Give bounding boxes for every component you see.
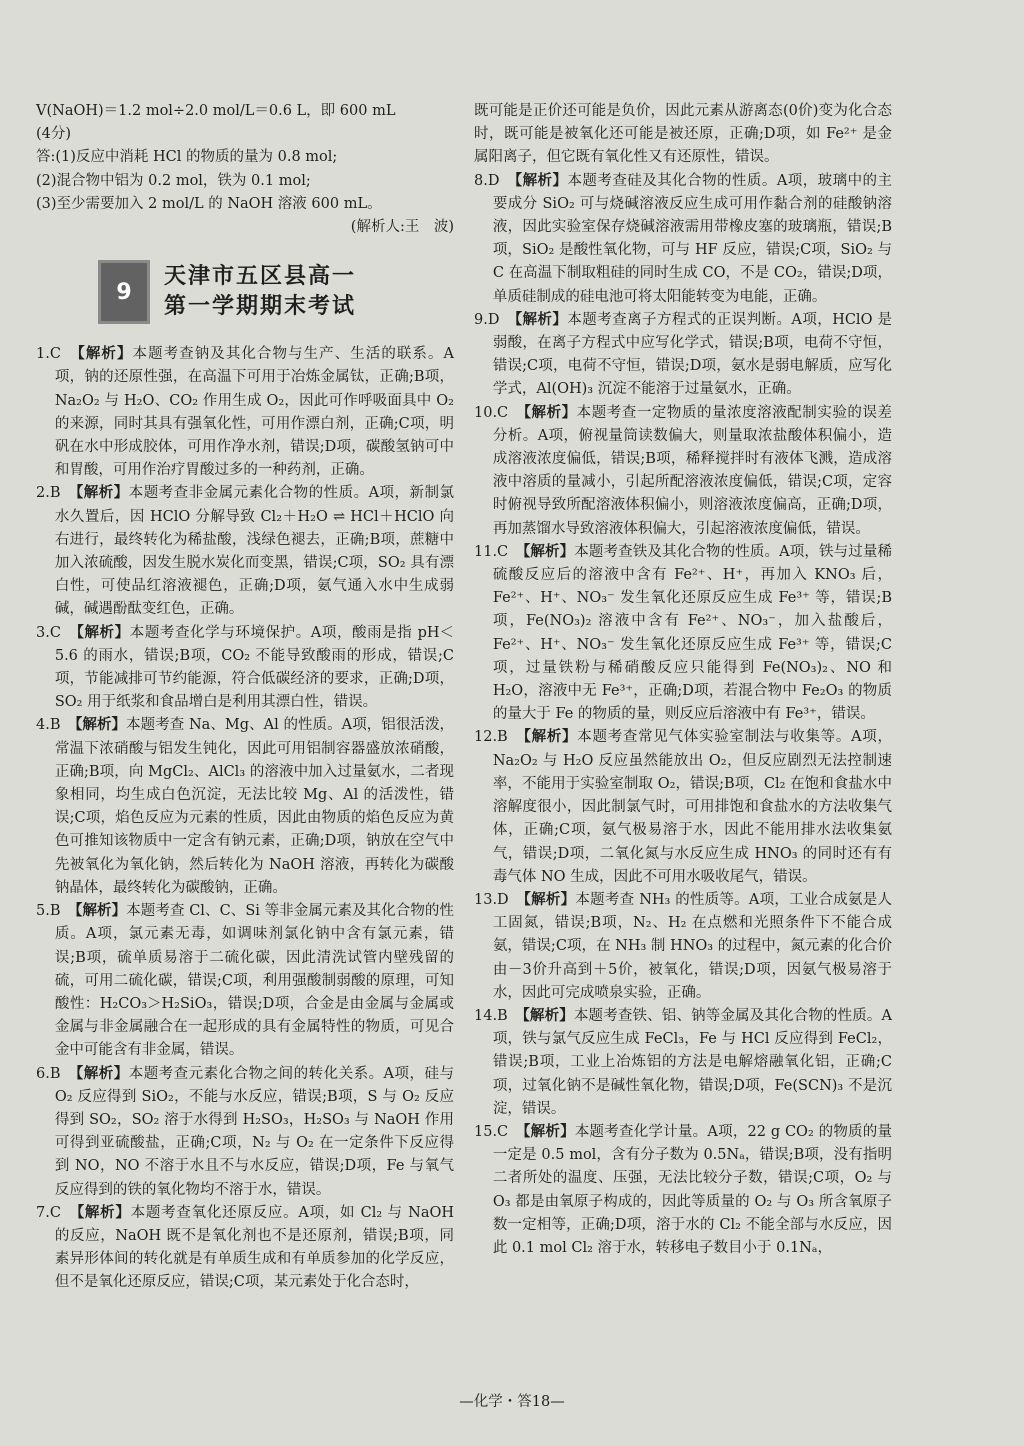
- item-number: 13.D: [474, 891, 509, 908]
- section-title-line-2: 第一学期期末考试: [164, 294, 357, 320]
- item-number: 4.B: [36, 717, 61, 734]
- calc-line-2: (4分): [36, 126, 72, 143]
- item-number: 8.D: [474, 172, 500, 189]
- item-number: 9.D: [474, 311, 500, 328]
- item-text: 本题考查 Na、Mg、Al 的性质。A项，铝很活泼，常温下浓硝酸与铝发生钝化，因此可用铝制容器盛放浓硝酸，正确;B项，向 MgCl₂、AlCl₃ 的溶液中加入过量氨水，二者现象相同，均生成白色沉淀，无法比较 Mg、Al 的活泼性，错误;C项，焰色反应为元素的性质，因此由物质的焰色反应为黄色可推知该物质中一定含有钠元素，正确;D项，钠放在空气中先被氧化为氧化钠，然后转化为 NaOH 溶液，再转化为碳酸钠晶体，最终转化为碳酸钠，正确。: [54, 717, 455, 896]
- item-tag: 【解析】: [77, 346, 133, 363]
- item-text: 本题考查 NH₃ 的性质等。A项，工业合成氨是人工固氮，错误;B项，N₂、H₂ 在点燃和光照条件下不能合成氨，错误;C项，在 NH₃ 制 HNO₃ 的过程中，氮元素的化合价由－3价升高到＋5价，被氧化，错误;D项，因氨气极易溶于水，因此可完成喷泉实验，正确。: [492, 891, 893, 1001]
- item-text: 本题考查元素化合物之间的转化关系。A项，硅与 O₂ 反应得到 SiO₂，不能与水反应，错误;B项，S 与 O₂ 反应得到 SO₂，SO₂ 溶于水得到 H₂SO₃，H₂SO₃ 与 NaOH 作用可得到亚硫酸盐，正确;C项，N₂ 与 O₂ 在一定条件下反应得到 NO，NO 不溶于水且不与水反应，错误;D项，Fe 与氧气反应得到的铁的氧化物均不溶于水，错误。: [54, 1065, 454, 1198]
- section-number-badge: 9: [98, 260, 150, 324]
- item-tag: 【解析】: [514, 172, 568, 189]
- answer-item-15: [474, 1121, 892, 1260]
- answer-item-12: [474, 726, 892, 888]
- item-number: 5.B: [36, 903, 61, 920]
- signature: (解析人:王 波): [350, 219, 454, 236]
- item-text: 本题考查一定物质的量浓度溶液配制实验的误差分析。A项，俯视量筒读数偏大，则量取浓盐酸体积偏小，造成溶液浓度偏低，错误;B项，稀释搅拌时有液体飞溅，造成溶液中溶质的量减小，引起所配溶液浓度偏低，错误;C项，定容时俯视导致所配溶液体积偏小，则溶液浓度偏高，正确;D项，再加蒸馏水导致溶液体积偏大，引起溶液浓度偏低，错误。: [492, 404, 893, 537]
- item-number: 3.C: [36, 624, 61, 641]
- answer-line-1: 答:(1)反应中消耗 HCl 的物质的量为 0.8 mol;: [36, 149, 338, 166]
- item-number: 15.C: [474, 1123, 509, 1140]
- answer-line-2: (2)混合物中铝为 0.2 mol，铁为 0.1 mol;: [36, 172, 311, 189]
- calc-line-1: V(NaOH)＝1.2 mol÷2.0 mol/L＝0.6 L，即 600 mL: [36, 103, 396, 119]
- item-number: 10.C: [474, 404, 509, 421]
- item-tag: 【解析】: [523, 1123, 575, 1140]
- section-title-line-1: 天津市五区县高一: [164, 264, 357, 290]
- item-tag: 【解析】: [75, 903, 127, 920]
- item-text: 本题考查常见气体实验室制法与收集等。A项，Na₂O₂ 与 H₂O 反应虽然能放出 O₂，但反应剧烈无法控制速率，不能用于实验室制取 O₂，错误;B项，Cl₂ 在饱和食盐水中溶解度很小，因此制氯气时，可用排饱和食盐水的方法收集气体，正确;C项，氨气极易溶于水，因此不能用排水法收集氨气，错误;D项，二氧化氮与水反应生成 HNO₃ 的同时还有有毒气体 NO 生成，因此不可用水吸收尾气，错误。: [492, 729, 893, 885]
- item-tag: 【解析】: [514, 311, 568, 328]
- item-text: 本题考查 Cl、C、Si 等非金属元素及其化合物的性质。A项，氯元素无毒，如调味剂氯化钠中含有氯元素，错误;B项，硫单质易溶于二硫化碳，因此清洗试管内壁残留的硫，可用二硫化碳，错误;C项，利用强酸制弱酸的原理，可知酸性：H₂CO₃＞H₂SiO₃，错误;D项，合金是由金属与金属或金属与非金属融合在一起形成的具有金属特性的物质，可见合金中可能含有非金属，错误。: [54, 903, 455, 1059]
- answer-item-11: [474, 541, 892, 727]
- item-tag: 【解析】: [76, 1204, 131, 1221]
- item-number: 12.B: [474, 729, 508, 746]
- item-number: 1.C: [36, 346, 61, 363]
- answer-item-13: [474, 889, 892, 1005]
- item-tag: 【解析】: [523, 891, 576, 908]
- item-text: 本题考查铁、铝、钠等金属及其化合物的性质。A项，铁与氯气反应生成 FeCl₃，Fe 与 HCl 反应得到 FeCl₂，错误;B项，工业上冶炼铝的方法是电解熔融氧化铝，正确;C项，过氧化钠不是碱性氧化物，错误;D项，Fe(SCN)₃ 不是沉淀，错误。: [492, 1007, 893, 1117]
- item-tag: 【解析】: [76, 624, 130, 641]
- answer-item-8: [474, 170, 892, 309]
- answer-item-5: [36, 900, 454, 1062]
- item-number: 14.B: [474, 1007, 508, 1024]
- item-text: 本题考查化学与环境保护。A项，酸雨是指 pH＜5.6 的雨水，错误;B项，CO₂ 不能导致酸雨的形成，错误;C项，节能减排可节约能源，符合低碳经济的要求，正确;D项，SO₂ 用于纸浆和食品增白是利用其漂白性，错误。: [54, 624, 455, 711]
- item-text: 本题考查铁及其化合物的性质。A项，铁与过量稀硫酸反应后的溶液中含有 Fe²⁺、H⁺，再加入 KNO₃ 后，Fe²⁺、H⁺、NO₃⁻ 发生氧化还原反应生成 Fe³⁺ 等，错误;B项，Fe(NO₃)₂ 溶液中含有 Fe²⁺、NO₃⁻，加入盐酸后，Fe²⁺、H⁺、NO₃⁻ 发生氧化还原反应生成 Fe³⁺ 等，错误;C项，过量铁粉与稀硝酸反应只能得到 Fe(NO₃)₂、NO 和 H₂O，溶液中无 Fe³⁺，正确;D项，若混合物中 Fe₂O₃ 的物质的量大于 Fe 的物质的量，则反应后溶液中有 Fe³⁺，错误。: [492, 543, 893, 723]
- answer-item-9: [474, 309, 892, 402]
- section-title: [164, 262, 356, 322]
- item-tag: 【解析】: [522, 543, 575, 560]
- answer-item-14: [474, 1005, 892, 1121]
- right-column: [474, 100, 892, 1260]
- answer-item-3: [36, 622, 454, 715]
- item-tag: 【解析】: [523, 404, 577, 421]
- item-tag: 【解析】: [522, 1007, 574, 1024]
- item-number: 2.B: [36, 485, 61, 502]
- item-text: 本题考查非金属元素化合物的性质。A项，新制氯水久置后，因 HClO 分解导致 Cl₂＋H₂O ⇌ HCl＋HClO 向右进行，最终转化为稀盐酸，浅绿色褪去，正确;B项，蔗糖中加入浓硫酸，因发生脱水炭化而变黑，错误;C项，SO₂ 具有漂白性，可使品红溶液褪色，正确;D项，氨气通入水中生成弱碱，碱遇酚酞变红色，正确。: [54, 485, 454, 618]
- item-number: 6.B: [36, 1065, 61, 1082]
- answer-item-2: [36, 482, 454, 621]
- answer-item-10: [474, 402, 892, 541]
- item-text: 本题考查离子方程式的正误判断。A项，HClO 是弱酸，在离子方程式中应写化学式，错误;B项，电荷不守恒，错误;C项，电荷不守恒，错误;D项，氨水是弱电解质，应写化学式，Al(OH)₃ 沉淀不能溶于过量氨水，正确。: [492, 311, 892, 398]
- page-footer: —化学・答18—: [459, 1394, 565, 1410]
- answer-item-7: [36, 1202, 454, 1295]
- carryover-text: 既可能是正价还可能是负价，因此元素从游离态(0价)变为化合态时，既可能是被氧化还可能是被还原，正确;D项，如 Fe²⁺ 是金属阳离子，但它既有氧化性又有还原性，错误。: [474, 103, 892, 166]
- answer-item-6: [36, 1063, 454, 1202]
- section-heading: [98, 255, 454, 329]
- item-tag: 【解析】: [75, 1065, 129, 1082]
- answer-item-4: [36, 714, 454, 900]
- item-tag: 【解析】: [523, 729, 578, 746]
- item-text: 本题考查化学计量。A项，22 g CO₂ 的物质的量一定是 0.5 mol，含有分子数为 0.5Nₐ，错误;B项，没有指明二者所处的温度、压强，无法比较分子数，错误;C项，O₂ 与 O₃ 都是由氧原子构成的，因此等质量的 O₂ 与 O₃ 所含氧原子数一定相等，正确;D项，溶于水的 Cl₂ 不能全部与水反应，因此 0.1 mol Cl₂ 溶于水，转移电子数目小于 0.1Nₐ，: [492, 1123, 893, 1256]
- left-column: [36, 100, 454, 1295]
- item-tag: 【解析】: [75, 485, 129, 502]
- item-tag: 【解析】: [75, 717, 127, 734]
- item-number: 7.C: [36, 1204, 61, 1221]
- item-number: 11.C: [474, 543, 509, 560]
- answer-item-1: [36, 343, 454, 482]
- item-text: 本题考查钠及其化合物与生产、生活的联系。A项，钠的还原性强，在高温下可用于冶炼金属钛，正确;B项，Na₂O₂ 与 H₂O、CO₂ 作用生成 O₂，因此可作呼吸面具中 O₂ 的来源，同时其具有强氧化性，可用作漂白剂，正确;C项，明矾在水中形成胶体，可用作净水剂，错误;D项，碳酸氢钠可中和胃酸，可用作治疗胃酸过多的一种药剂，正确。: [54, 346, 455, 479]
- item-text: 本题考查氧化还原反应。A项，如 Cl₂ 与 NaOH 的反应，NaOH 既不是氧化剂也不是还原剂，错误;B项，同素异形体间的转化就是有单质生成和有单质参加的化学反应，但不是氧化还原反应，错误;C项，某元素处于化合态时，: [54, 1204, 455, 1291]
- answer-line-3: (3)至少需要加入 2 mol/L 的 NaOH 溶液 600 mL。: [36, 195, 382, 212]
- item-text: 本题考查硅及其化合物的性质。A项，玻璃中的主要成分 SiO₂ 可与烧碱溶液反应生成可用作黏合剂的硅酸钠溶液，因此实验室保存烧碱溶液需用带橡皮塞的玻璃瓶，错误;B项，SiO₂ 是酸性氧化物，可与 HF 反应，错误;C项，SiO₂ 与 C 在高温下制取粗硅的同时生成 CO，不是 CO₂，错误;D项，单质硅制成的硅电池可将太阳能转变为电能，正确。: [492, 172, 893, 305]
